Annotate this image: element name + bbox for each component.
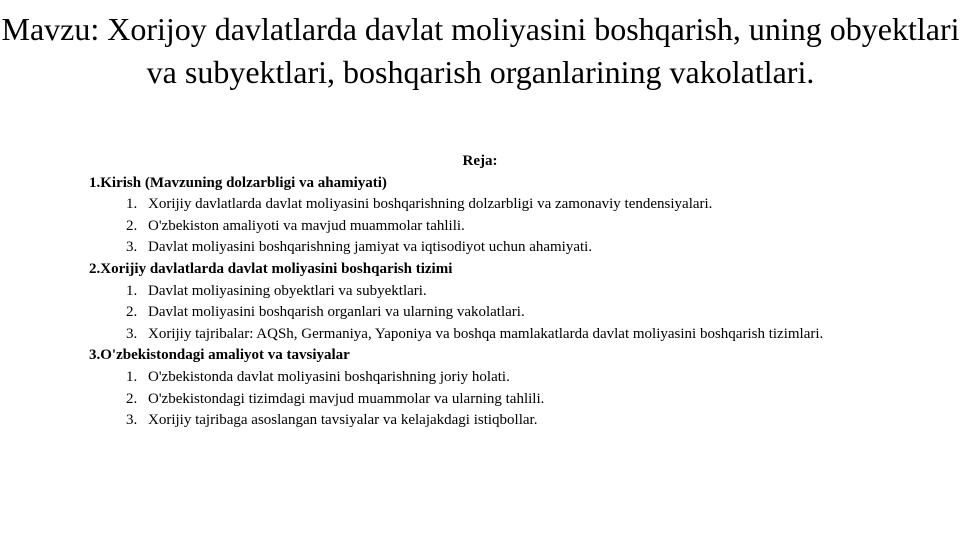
section-title: 3.O'zbekistondagi amaliyot va tavsiyalar xyxy=(89,347,350,364)
item-number: 2. xyxy=(126,217,138,234)
item-text: Xorijiy tajribalar: AQSh, Germaniya, Yaponiya va boshqa mamlakatlarda davlat moliyasini boshqarish tizimlari. xyxy=(148,325,824,342)
item-text: O'zbekiston amaliyoti va mavjud muammolar tahlili. xyxy=(148,217,465,234)
list-item xyxy=(89,216,889,238)
item-text: O'zbekistonda davlat moliyasini boshqarishning joriy holati. xyxy=(148,368,510,385)
list-item xyxy=(89,281,889,303)
item-number: 1. xyxy=(126,368,138,385)
list-item xyxy=(89,367,889,389)
plan-section-1 xyxy=(89,173,889,259)
item-text: Davlat moliyasini boshqarish organlari va ularning vakolatlari. xyxy=(148,304,525,321)
plan-heading: Reja: xyxy=(462,153,498,169)
plan-section-2 xyxy=(89,259,889,345)
list-item xyxy=(89,237,889,259)
slide-title: Mavzu: Xorijoy davlatlarda davlat moliyasini boshqarish, uning obyektlari va subyektlari, boshqarish organlarining vakolatlari. xyxy=(1,11,960,90)
list-item xyxy=(89,302,889,324)
section-title: 1.Kirish (Mavzuning dolzarbligi va ahamiyati) xyxy=(89,174,387,191)
list-item xyxy=(89,324,889,346)
item-text: O'zbekistondagi tizimdagi mavjud muammolar va ularning tahlili. xyxy=(148,390,545,407)
section-title: 2.Xorijiy davlatlarda davlat moliyasini boshqarish tizimi xyxy=(89,260,453,277)
item-number: 3. xyxy=(126,239,138,256)
item-text: Xorijiy tajribaga asoslangan tavsiyalar va kelajakdagi istiqbollar. xyxy=(148,412,538,429)
item-number: 2. xyxy=(126,304,138,321)
item-number: 3. xyxy=(126,412,138,429)
item-text: Davlat moliyasini boshqarishning jamiyat va iqtisodiyot uchun ahamiyati. xyxy=(148,239,593,256)
list-item xyxy=(89,410,889,432)
plan-section-3 xyxy=(89,345,889,431)
item-number: 1. xyxy=(126,196,138,213)
item-number: 3. xyxy=(126,325,138,342)
section-items xyxy=(89,367,889,432)
item-text: Xorijiy davlatlarda davlat moliyasini boshqarishning dolzarbligi va zamonaviy tendensiyalari. xyxy=(148,196,713,213)
item-text: Davlat moliyasining obyektlari va subyektlari. xyxy=(148,282,427,299)
list-item xyxy=(89,389,889,411)
section-items xyxy=(89,194,889,259)
item-number: 2. xyxy=(126,390,138,407)
section-items xyxy=(89,281,889,346)
list-item xyxy=(89,194,889,216)
item-number: 1. xyxy=(126,282,138,299)
plan-block xyxy=(89,151,889,432)
